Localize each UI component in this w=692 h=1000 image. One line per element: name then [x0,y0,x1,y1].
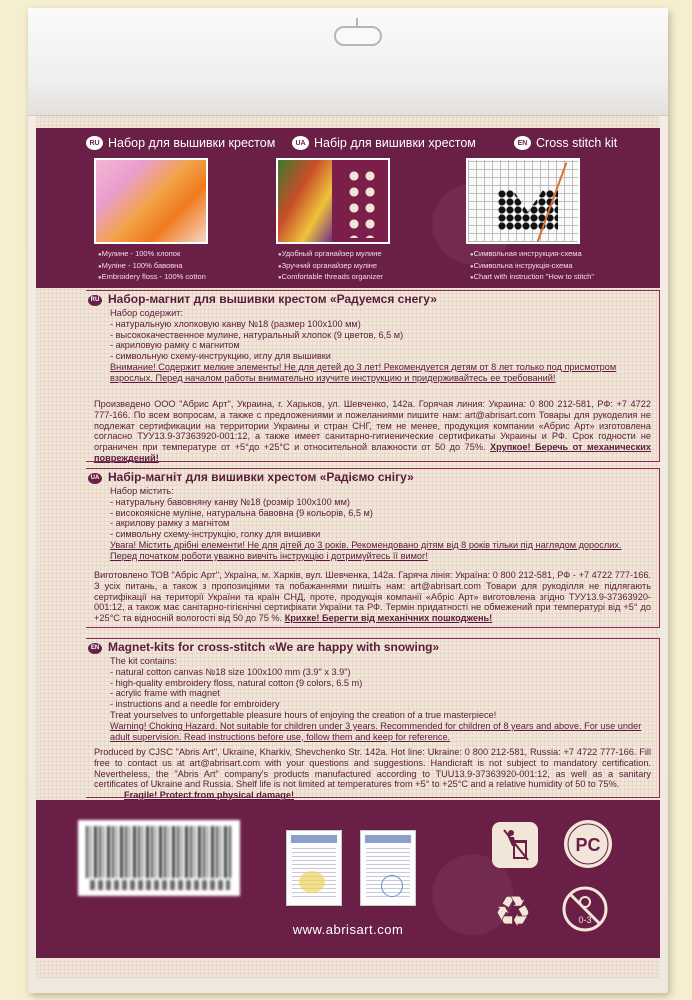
section-en-title: Magnet-kits for cross-stitch «We are happy with snowing» [108,640,440,654]
contents-label: Набор содержит: [110,308,184,318]
fragile-note: Fragile! Protect from physical damage! [124,790,295,801]
section-ru-title: Набор-магнит для вышивки крестом «Радуемся снегу» [108,292,437,306]
contents-item: - высококачественное мулине, натуральный хлопок (9 цветов, 6,5 м) [110,329,404,340]
svg-text:PC: PC [575,835,601,855]
feature-item: ● Chart with instruction "How to stitch" [470,272,594,284]
website-url[interactable]: www.abrisart.com [292,922,404,937]
section-ru [86,290,660,462]
chart-photo [466,158,580,244]
certificate-ukraine [286,830,342,906]
recycle-icon: ♻ [494,887,532,935]
header-ua-title: Набір для вишивки хрестом [314,136,476,150]
contents-item: - natural cotton canvas №18 size 100x100 mm (3.9" x 3.9") [110,666,351,677]
feature-item: ● Зручний органайзер муліне [278,261,383,273]
contents-item: - символьну схему-інструкцію, голку для вишивки [110,529,321,540]
lang-badge-en: EN [88,643,102,654]
certificate-russia [360,830,416,906]
warning-text: Внимание! Содержит мелкие элементы! Не для детей до 3 лет! Рекомендуется детям от 8 лет только под присмотром взрослых. Перед началом работы внимательно изучите инструкцию и придерживайтесь ее требований! [110,361,617,383]
feature-item: ● Удобный органайзер мулине [278,249,383,261]
contents-item: - натуральную хлопковую канву №18 (размер 100х100 мм) [110,318,361,329]
warning-text: Warning! Choking Hazard. Not suitable for children under 3 years. Recommended for children of 8 years and above. For use under adult supervision. Read instructions before use, follow them and keep for reference. [110,720,642,742]
header-ua [292,136,476,150]
feature-item: ● Символьная инструкция-схема [470,249,594,261]
fragile-note: Хрупкое! Беречь от механических повреждений! [94,442,651,463]
floss-photo [94,158,208,244]
features-chart [470,249,594,284]
contents-item: - instructions and a needle for embroidery [110,699,280,710]
pct-certification-icon [562,818,614,870]
header-ru-title: Набор для вышивки крестом [108,136,276,150]
contents-item: - символьную схему-инструкцию, иглу для вышивки [110,351,331,362]
lang-badge-ua: UA [88,473,102,484]
contents-item: - акриловую рамку с магнитом [110,340,240,351]
contents-label: Набор містить: [110,486,174,496]
feature-item: ● Муліне - 100% бавовна [98,261,206,273]
bottom-band [36,800,660,958]
feature-item: ● Embroidery floss - 100% cotton [98,272,206,284]
section-ua-title: Набір-магніт для вишивки хрестом «Радіємо снігу» [108,470,414,484]
fragile-note: Крихке! Берегти від механічних пошкоджень! [284,613,493,624]
feature-item: ● Мулине - 100% хлопок [98,249,206,261]
producer-info-ua [94,570,651,624]
lang-badge-ru: RU [88,295,102,306]
producer-text: Произведено ООО "Абрис Арт", Украина, г. Харьков, ул. Шевченко, 142а. Горячая линия: Украина: 0 800 212-581, РФ: +7 4722 777-166. По всем вопросам, а также с предложениями и пожеланиями пишите нам: art@abrisart.com Товары для рукоделия не подлежат сертификации на территории Украины и стран СНГ, тем не менее, продукция компании «Абрис Арт» изготовлена согласно ТУУ13.9-37363920-001:12, а также имеет санитарно-гигиенические сертификаты Украины и РФ. Срок годности не ограничен при температуре от +5°до +25°С и относительной влажности от 50 до 75%. [94,399,651,453]
flag-en-icon: EN [514,136,531,150]
tagline: Treat yourselves to unforgettable pleasure hours of enjoying the creation of a true masterpiece! [110,709,497,720]
barcode [78,820,240,896]
section-en [86,638,660,801]
hang-hole [334,26,382,46]
package [28,8,668,993]
producer-text: Produced by CJSC "Abris Art", Ukraine, Kharkiv, Shevchenko Str. 142a. Hot line: Ukraine: 0 800 212-581, Russia: +7 4722 777-166. Fill free to contact us at art@abrisart.com with your questions and suggestions. Handicraft is not subject to mandatory certification. Nevertheless, the "Abris Art" company's products manufactured according to TUU13.9-37363920-001:12, as well as a sanitary certificates of Ukraine and Russia. Shelf life is not limited at temperatures from +5° to +25°C and a relative humidity of 50 to 75%. [94,747,651,790]
contents-list-ua [110,486,650,562]
header-en [514,136,617,150]
contents-item: - high-quality embroidery floss, natural cotton (9 colors, 6.5 m) [110,677,363,688]
feature-item: ● Символьна інструкція-схема [470,261,594,273]
flag-ua-icon: UA [292,136,309,150]
producer-info-en [94,747,651,801]
features-floss [98,249,206,284]
producer-info-ru [94,399,651,464]
flag-ru-icon: RU [86,136,103,150]
warning-text: Увага! Містить дрібні елементи! Не для дітей до 3 років. Рекомендовано дітям від 8 років тільки під наглядом дорослих. Перед початком роботи уважно вивчіть інструкцію і дотримуйтесь її вимог! [110,539,622,561]
age-label: 0-3 [578,915,592,925]
contents-list-ru [110,308,650,384]
contents-item: - високоякісне муліне, натуральна бавовна (9 кольорів, 6,5 м) [110,507,373,518]
contents-item: - acrylic frame with magnet [110,688,220,699]
header-ru [86,136,275,150]
organizer-photo [276,158,390,244]
hanger-strip [28,8,668,116]
features-organizer [278,249,383,284]
top-band [36,128,660,288]
contents-item: - акрилову рамку з магнітом [110,518,230,529]
contents-label: The kit contains: [110,656,177,666]
contents-list-en [110,656,650,742]
contents-item: - натуральну бавовняну канву №18 (розмір 100х100 мм) [110,496,350,507]
feature-item: ● Comfortable threads organizer [278,272,383,284]
section-ua [86,468,660,628]
producer-text: Виготовлено ТОВ "Абріс Арт", Україна, м. Харків, вул. Шевченка, 142а. Гаряча лінія: Україна: 0 800 212-581, РФ - +7 4722 777-166. З усіх питань, а також з пропозиціями та побажаннями пишіть нам: art@abrisart.com Товари для рукоділля не підлягають сертифікації на території України та країн СНД, проте, продукція компанії «Абріс Арт» виготовлена згідно ТУУ13.9-37363920-001:12, а також має санітарно-гігієнічні сертифікати України та РФ. Термін придатності не обмежений при температурі від +5° до +25°С та відносній вологості від 50 до 75 %. [94,570,651,624]
trash-bin-icon [492,822,538,868]
header-en-title: Cross stitch kit [536,136,618,150]
